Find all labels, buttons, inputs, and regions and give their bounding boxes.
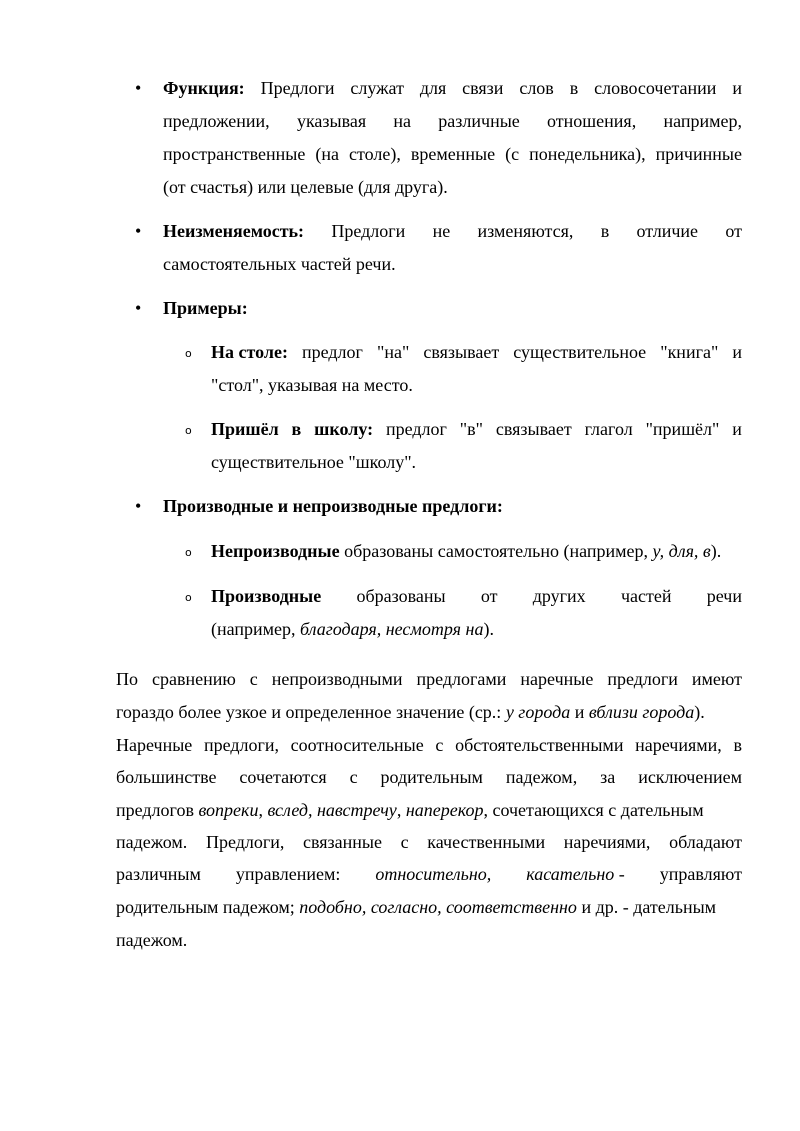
word: обстоятельственными: [455, 735, 624, 755]
word: (на: [315, 144, 339, 164]
word: изменяются,: [477, 221, 574, 241]
paragraph-line-8: родительным падежом; подобно, согласно, соответственно и др. - дательным: [116, 897, 717, 917]
word: предлогами: [416, 669, 507, 689]
paragraph-line-1: [116, 667, 742, 691]
word: обладают: [669, 832, 742, 852]
word: и: [732, 419, 742, 439]
word: столе),: [349, 144, 401, 164]
word: падежом.: [116, 832, 188, 852]
word: и: [732, 342, 742, 362]
derivative-sub-1: Непроизводные образованы самостоятельно (например, у, для, в).: [211, 541, 722, 561]
word: качественными: [427, 832, 546, 852]
word: словосочетании: [594, 78, 717, 98]
paragraph-line-5: предлогов вопреки, вслед, навстречу, наперекор, сочетающихся с дательным: [116, 800, 704, 820]
word: наречные: [520, 669, 594, 689]
word: имеют: [691, 669, 742, 689]
word: в: [733, 735, 742, 755]
example-1-line-1: [211, 340, 742, 364]
word: Предлоги,: [205, 832, 285, 852]
word: и: [732, 78, 742, 98]
paragraph-line-3: [116, 733, 742, 757]
sub-bullet-marker: o: [185, 347, 192, 360]
word: "книга": [660, 342, 719, 362]
word: наречиями,: [563, 832, 651, 852]
word: управляют: [659, 864, 742, 884]
example-1-label: На столе:: [211, 342, 288, 362]
word: для: [419, 78, 447, 98]
word: управлением:: [235, 864, 341, 884]
function-label: Функция:: [163, 78, 245, 98]
word: отношения,: [547, 111, 637, 131]
example-2-label-part: Пришёл: [211, 419, 279, 439]
paragraph-line-9: падежом.: [116, 930, 188, 950]
word: не: [432, 221, 451, 241]
bullet-marker: •: [135, 221, 142, 241]
paragraph-line-6: [116, 830, 742, 854]
bullet-marker: •: [135, 78, 142, 98]
word: (с: [505, 144, 520, 164]
word: других: [532, 586, 586, 606]
word: причинные: [655, 144, 742, 164]
paragraph-line-4: [116, 765, 742, 789]
word: отличие: [636, 221, 699, 241]
example-2-label-part: школу:: [314, 419, 374, 439]
invariability-label: Неизменяемость:: [163, 221, 305, 241]
word: в: [600, 221, 610, 241]
word: служат: [350, 78, 404, 98]
word: непроизводными: [271, 669, 403, 689]
word: временные: [410, 144, 496, 164]
word: различным: [116, 864, 201, 884]
word: соотносительные: [290, 735, 424, 755]
example-1-line-2: "стол", указывая на место.: [211, 375, 413, 395]
word: речи: [706, 586, 742, 606]
bullet-marker: •: [135, 496, 142, 516]
function-line-1: [163, 76, 742, 100]
word: с: [249, 669, 258, 689]
sub-bullet-marker: o: [185, 424, 192, 437]
word: предлоги: [607, 669, 678, 689]
word: существительное: [513, 342, 647, 362]
word: с: [349, 767, 358, 787]
word: за: [600, 767, 616, 787]
word: сравнению: [151, 669, 236, 689]
word: пространственные: [163, 144, 306, 164]
word: связывает: [423, 342, 500, 362]
word: частей: [620, 586, 672, 606]
word: наречиями,: [635, 735, 722, 755]
word: "на": [376, 342, 410, 362]
word: с: [435, 735, 444, 755]
word: Предлоги: [331, 221, 406, 241]
word: указывая: [296, 111, 367, 131]
word: "в": [459, 419, 483, 439]
word: от: [480, 586, 498, 606]
paragraph-line-7: [116, 862, 742, 886]
derivative-sub-2-label: Производные: [211, 586, 322, 606]
word: исключением: [638, 767, 742, 787]
function-line-4: (от счастья) или целевые (для друга).: [163, 177, 448, 197]
word: от: [725, 221, 742, 241]
derivative-sub-2-line-2: (например, благодаря, несмотря на).: [211, 619, 494, 639]
word: в: [569, 78, 579, 98]
word: связи: [462, 78, 504, 98]
word: касательно -: [526, 864, 625, 884]
word: связанные: [303, 832, 382, 852]
word: с: [400, 832, 409, 852]
sub-bullet-marker: o: [185, 591, 192, 604]
invariability-line-1: [163, 219, 742, 243]
example-2-label-part: в: [291, 419, 302, 439]
word: родительным: [380, 767, 483, 787]
word: различные: [438, 111, 520, 131]
word: падежом,: [505, 767, 578, 787]
word: слов: [519, 78, 554, 98]
word: Наречные: [116, 735, 193, 755]
word: большинстве: [116, 767, 217, 787]
word: предлог: [302, 342, 363, 362]
word: например,: [663, 111, 742, 131]
example-2-line-2: существительное "школу".: [211, 452, 417, 472]
word: Предлоги: [260, 78, 335, 98]
word: на: [393, 111, 412, 131]
word: относительно,: [375, 864, 492, 884]
word: связывает: [495, 419, 572, 439]
example-2-line-1: [211, 417, 742, 441]
derivative-label: Производные и непроизводные предлоги:: [163, 496, 503, 516]
word: предлоги,: [203, 735, 280, 755]
word: образованы: [356, 586, 446, 606]
word: глагол: [584, 419, 633, 439]
paragraph-line-2: гораздо более узкое и определенное значение (ср.: у города и вблизи города).: [116, 702, 705, 722]
word: По: [116, 669, 138, 689]
bullet-marker: •: [135, 298, 142, 318]
derivative-sub-2-line-1: [211, 584, 742, 608]
examples-label: Примеры:: [163, 298, 248, 318]
word: понедельника),: [529, 144, 646, 164]
invariability-line-2: самостоятельных частей речи.: [163, 254, 396, 274]
word: сочетаются: [239, 767, 327, 787]
function-line-3: [163, 142, 742, 166]
word: предложении,: [163, 111, 270, 131]
word: предлог: [385, 419, 447, 439]
word: "пришёл": [645, 419, 720, 439]
function-line-2: [163, 109, 742, 133]
sub-bullet-marker: o: [185, 546, 192, 559]
